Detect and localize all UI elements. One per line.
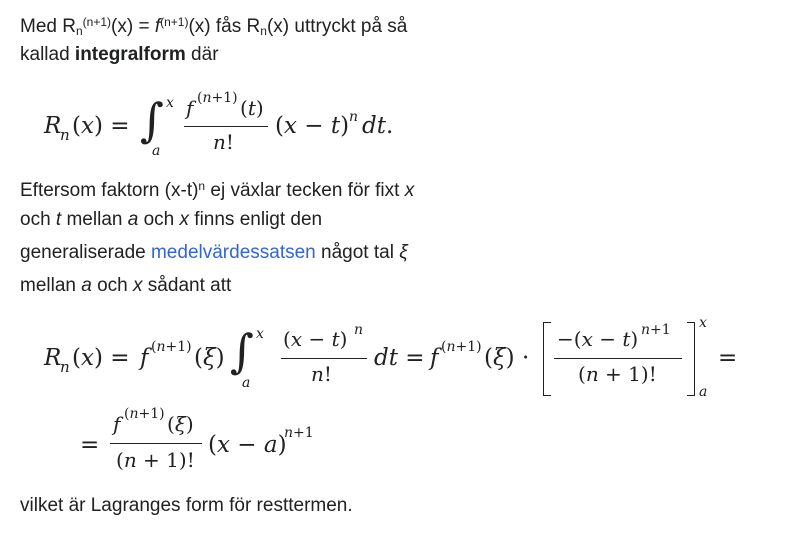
- conclusion-text: vilket är Lagranges form för resttermen.: [20, 495, 353, 516]
- italic-f: f: [154, 16, 161, 37]
- text-run: =: [133, 16, 155, 37]
- text-run: och: [91, 275, 134, 296]
- text-run: (x) uttryckt på så: [266, 16, 408, 37]
- italic-var: a: [127, 209, 139, 230]
- text-run: mellan: [20, 275, 82, 296]
- text-run: något tal: [315, 242, 400, 263]
- subscript: n: [260, 24, 267, 38]
- italic-var: ξ: [399, 242, 408, 263]
- text-run: (x): [111, 16, 134, 37]
- text-run: fås R: [210, 16, 261, 37]
- superscript: n: [198, 179, 206, 193]
- superscript: (n+1): [160, 15, 189, 29]
- text-run: och: [20, 209, 56, 230]
- text-run: (x): [188, 16, 211, 37]
- bold-term: integralform: [74, 44, 186, 65]
- text-run: och: [138, 209, 180, 230]
- subscript: n: [75, 24, 83, 38]
- formula-lagrange-derivation: R n (x) = f (n+1) (ξ) ∫ x a (x − t) n n! dt = f (n+1) (ξ) · −(x − t) n+1 (n + 1)! x a = = f (n+1) (ξ) (n + 1)! (x − a) n+1: [44, 315, 738, 472]
- italic-var: t: [55, 209, 62, 230]
- text-run: Eftersom faktorn (x-t): [20, 180, 199, 201]
- text-run: generaliserade: [20, 242, 151, 263]
- text-run: mellan: [61, 209, 128, 230]
- text-run: där: [185, 44, 219, 65]
- text-run: sådant att: [142, 275, 232, 296]
- text-run: kallad: [20, 44, 75, 65]
- italic-var: x: [179, 209, 190, 230]
- formula-integral-form: R n (x) = ∫ x a f (n+1) (t) n! (x − t) n dt.: [44, 90, 394, 159]
- superscript: (n+1): [82, 15, 112, 29]
- text-run: Med R: [20, 16, 76, 37]
- medelvardessatsen-link[interactable]: medelvärdessatsen: [150, 242, 316, 263]
- italic-var: a: [81, 275, 92, 296]
- italic-var: x: [404, 180, 415, 201]
- italic-var: x: [133, 275, 143, 296]
- text-run: ej växlar tecken för fixt: [205, 180, 405, 201]
- text-run: finns enligt den: [189, 209, 323, 230]
